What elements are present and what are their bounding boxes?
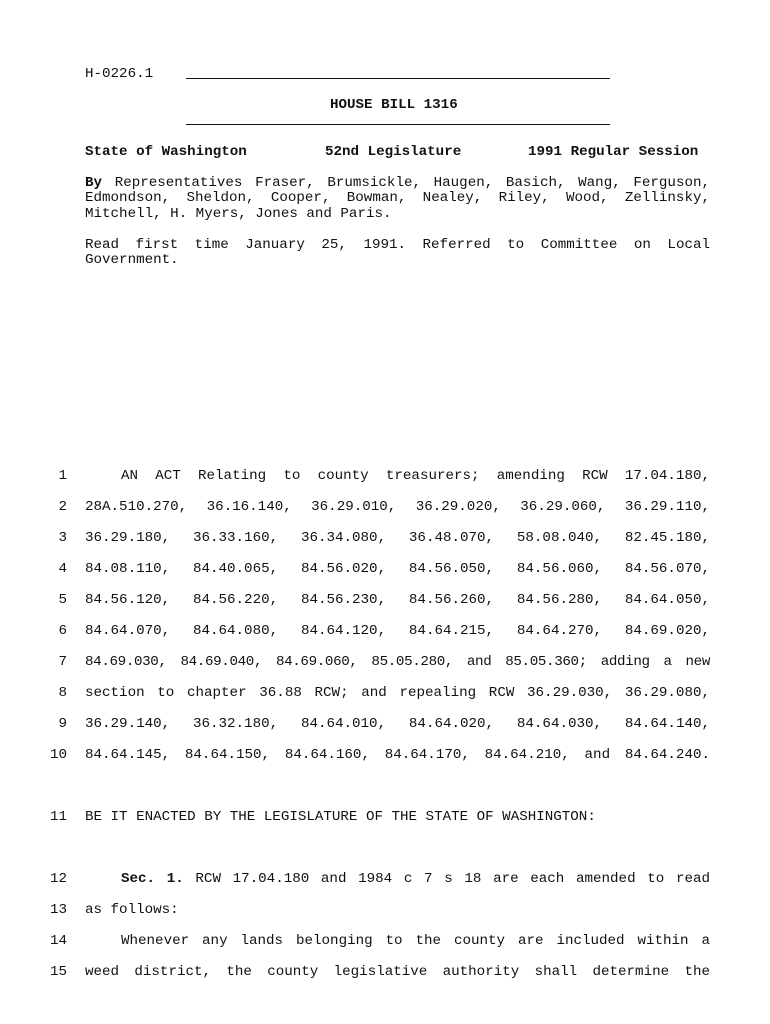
line-number: 14 xyxy=(49,933,67,949)
body-line: 84.64.145, 84.64.150, 84.64.160, 84.64.170, 84.64.210, and 84.64.240. xyxy=(85,747,710,763)
body-line: weed district, the county legislative authority shall determine the xyxy=(85,964,710,980)
sponsors-line-3: Mitchell, H. Myers, Jones and Paris. xyxy=(85,206,392,222)
line-number: 15 xyxy=(49,964,67,980)
body-line: 36.29.140, 36.32.180, 84.64.010, 84.64.020, 84.64.030, 84.64.140, xyxy=(85,716,710,732)
section-heading-line xyxy=(85,871,710,887)
line-number: 8 xyxy=(58,685,67,701)
header-rule-top xyxy=(186,78,610,79)
enacting-clause: BE IT ENACTED BY THE LEGISLATURE OF THE STATE OF WASHINGTON: xyxy=(85,809,596,825)
state-name: State of Washington xyxy=(85,144,247,160)
line-number: 5 xyxy=(58,592,67,608)
line-number: 3 xyxy=(58,530,67,546)
legislature: 52nd Legislature xyxy=(325,144,462,160)
sponsors-line-1 xyxy=(85,175,710,191)
body-line: 84.64.070, 84.64.080, 84.64.120, 84.64.215, 84.64.270, 84.69.020, xyxy=(85,623,710,639)
line-number: 12 xyxy=(49,871,67,887)
line-number: 4 xyxy=(58,561,67,577)
line-number: 9 xyxy=(58,716,67,732)
reading-line-2: Government. xyxy=(85,252,179,268)
line-number: 1 xyxy=(58,468,67,484)
body-line: section to chapter 36.88 RCW; and repealing RCW 36.29.030, 36.29.080, xyxy=(85,685,710,701)
body-line: 28A.510.270, 36.16.140, 36.29.010, 36.29.020, 36.29.060, 36.29.110, xyxy=(85,499,710,515)
bill-title: HOUSE BILL 1316 xyxy=(330,97,458,113)
body-line: as follows: xyxy=(85,902,179,918)
reading-line-1: Read first time January 25, 1991. Referred to Committee on Local xyxy=(85,237,710,253)
line-number: 10 xyxy=(49,747,67,763)
section-intro-text: RCW 17.04.180 and 1984 c 7 s 18 are each amended to read xyxy=(195,871,710,887)
line-number: 13 xyxy=(49,902,67,918)
body-line: 84.08.110, 84.40.065, 84.56.020, 84.56.050, 84.56.060, 84.56.070, xyxy=(85,561,710,577)
body-line: Whenever any lands belonging to the county are included within a xyxy=(121,933,710,949)
body-line: 84.69.030, 84.69.040, 84.69.060, 85.05.280, and 85.05.360; adding a new xyxy=(85,654,710,670)
line-number: 11 xyxy=(49,809,67,825)
body-line: AN ACT Relating to county treasurers; amending RCW 17.04.180, xyxy=(121,468,710,484)
body-line: 36.29.180, 36.33.160, 36.34.080, 36.48.070, 58.08.040, 82.45.180, xyxy=(85,530,710,546)
section-label: Sec. 1. xyxy=(121,871,184,887)
body-line: 84.56.120, 84.56.220, 84.56.230, 84.56.260, 84.56.280, 84.64.050, xyxy=(85,592,710,608)
line-number: 7 xyxy=(58,654,67,670)
header-rule-bottom xyxy=(186,124,610,125)
bill-id: H-0226.1 xyxy=(85,66,154,82)
by-label: By xyxy=(85,175,103,191)
session: 1991 Regular Session xyxy=(528,144,699,160)
line-number: 2 xyxy=(58,499,67,515)
sponsors-text-1: Representatives Fraser, Brumsickle, Haugen, Basich, Wang, Ferguson, xyxy=(114,175,711,191)
line-number: 6 xyxy=(58,623,67,639)
sponsors-line-2: Edmondson, Sheldon, Cooper, Bowman, Nealey, Riley, Wood, Zellinsky, xyxy=(85,190,710,206)
